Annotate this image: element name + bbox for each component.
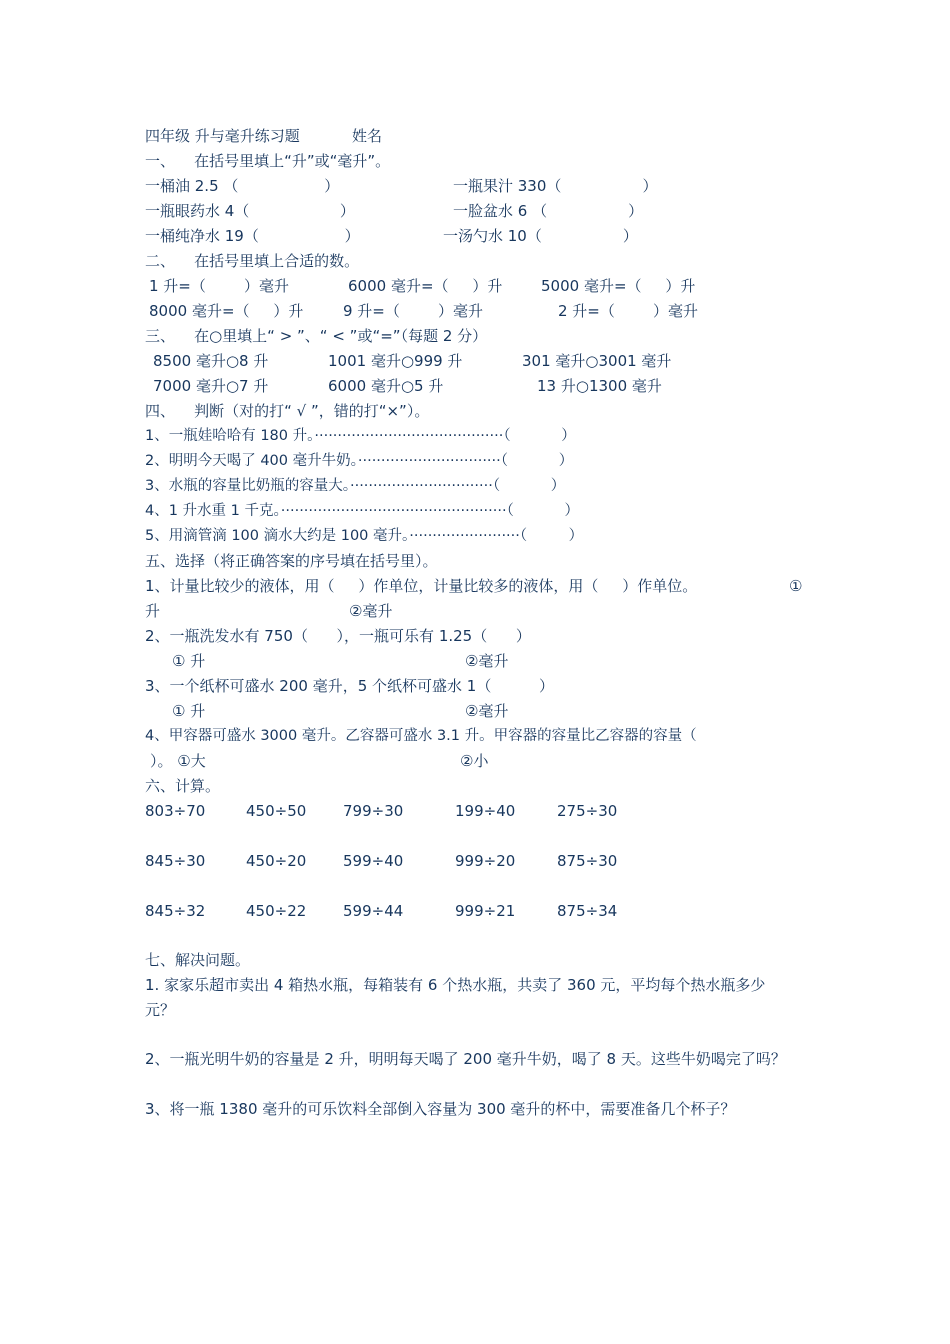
- s7-problem-3: 3、将一瓶 1380 毫升的可乐饮料全部倒入容量为 300 毫升的杯中，需要准备几个杯子？: [145, 1100, 736, 1118]
- s1-item-4: 一脸盆水 6 （ ）: [453, 202, 644, 220]
- s5-q1-option1-text: 升: [145, 602, 161, 620]
- s1-item-5: 一桶纯净水 19（ ）: [145, 227, 360, 245]
- s3-item-3: 301 毫升○3001 毫升: [522, 352, 672, 370]
- s2-item-3: 5000 毫升=（ ）升: [541, 277, 696, 295]
- s1-item-3: 一瓶眼药水 4（ ）: [145, 202, 355, 220]
- calc-item: 199÷40: [455, 802, 516, 820]
- calc-item: 875÷34: [557, 902, 618, 920]
- s4-item-5: 5、用滴管滴 100 滴水大约是 100 毫升。························（ ）: [145, 528, 584, 544]
- s5-q1-option1-mark: ①: [789, 577, 803, 595]
- worksheet-title: 四年级 升与毫升练习题: [145, 127, 300, 145]
- section-5-heading: 五、选择（将正确答案的序号填在括号里）。: [145, 552, 438, 570]
- calc-item: 599÷44: [343, 902, 404, 920]
- s1-item-2: 一瓶果汁 330（ ）: [453, 177, 658, 195]
- s2-item-1: 1 升=（ ）毫升: [149, 277, 290, 295]
- calc-item: 450÷22: [246, 902, 307, 920]
- s5-q3-option1: ① 升: [172, 702, 206, 720]
- s3-item-5: 6000 毫升○5 升: [328, 377, 444, 395]
- s4-item-4: 4、1 升水重 1 千克。·················································（ ）: [145, 503, 580, 519]
- s5-q4-option2: ②小: [460, 752, 489, 770]
- s4-item-2: 2、明明今天喝了 400 毫升牛奶。·······························（ ）: [145, 453, 574, 469]
- calc-item: 875÷30: [557, 852, 618, 870]
- s5-q2: 2、一瓶洗发水有 750（ ），一瓶可乐有 1.25（ ）: [145, 627, 531, 645]
- calc-item: 845÷30: [145, 852, 206, 870]
- s5-q4: 4、甲容器可盛水 3000 毫升。乙容器可盛水 3.1 升。甲容器的容量比乙容器的容量（: [145, 728, 697, 744]
- s5-q3-option2: ②毫升: [465, 702, 509, 720]
- s5-q4-option1: ）。 ①大: [150, 752, 206, 770]
- s5-q1-option2: ②毫升: [349, 602, 393, 620]
- calc-item: 450÷50: [246, 802, 307, 820]
- calc-item: 845÷32: [145, 902, 206, 920]
- s4-item-3: 3、水瓶的容量比奶瓶的容量大。·······························（ ）: [145, 478, 566, 494]
- s1-item-6: 一汤勺水 10（ ）: [443, 227, 638, 245]
- s3-item-1: 8500 毫升○8 升: [153, 352, 269, 370]
- calc-item: 599÷40: [343, 852, 404, 870]
- calc-item: 799÷30: [343, 802, 404, 820]
- s4-item-1: 1、一瓶娃哈哈有 180 升。·········································（ ）: [145, 428, 576, 444]
- s2-item-2: 6000 毫升=（ ）升: [348, 277, 503, 295]
- s7-problem-1-line-2: 元？: [145, 1001, 176, 1019]
- name-label: 姓名: [352, 127, 383, 145]
- s2-item-4: 8000 毫升=（ ）升: [149, 302, 304, 320]
- s3-item-4: 7000 毫升○7 升: [153, 377, 269, 395]
- calc-item: 999÷21: [455, 902, 516, 920]
- calc-item: 450÷20: [246, 852, 307, 870]
- s3-item-2: 1001 毫升○999 升: [328, 352, 463, 370]
- section-6-heading: 六、计算。: [145, 777, 221, 795]
- s5-q2-option2: ②毫升: [465, 652, 509, 670]
- s2-item-6: 2 升=（ ）毫升: [558, 302, 699, 320]
- section-1-heading: 一、 在括号里填上“升”或“毫升”。: [145, 152, 391, 170]
- s5-q2-option1: ① 升: [172, 652, 206, 670]
- s5-q1: 1、计量比较少的液体，用（ ）作单位，计量比较多的液体，用（ ）作单位。: [145, 577, 698, 595]
- s7-problem-1-line-1: 1. 家家乐超市卖出 4 箱热水瓶，每箱装有 6 个热水瓶，共卖了 360 元，平均每个热水瓶多少: [145, 976, 766, 994]
- section-2-heading: 二、 在括号里填上合适的数。: [145, 252, 360, 270]
- section-7-heading: 七、解决问题。: [145, 951, 251, 969]
- s2-item-5: 9 升=（ ）毫升: [343, 302, 484, 320]
- calc-item: 999÷20: [455, 852, 516, 870]
- s7-problem-2: 2、一瓶光明牛奶的容量是 2 升，明明每天喝了 200 毫升牛奶，喝了 8 天。这些牛奶喝完了吗？: [145, 1050, 786, 1068]
- s5-q3: 3、一个纸杯可盛水 200 毫升，5 个纸杯可盛水 1（ ）: [145, 677, 555, 695]
- calc-item: 803÷70: [145, 802, 206, 820]
- s3-item-6: 13 升○1300 毫升: [537, 377, 662, 395]
- calc-item: 275÷30: [557, 802, 618, 820]
- section-4-heading: 四、 判断（对的打“ √ ”，错的打“×”）。: [145, 402, 430, 420]
- s1-item-1: 一桶油 2.5 （ ）: [145, 177, 340, 195]
- section-3-heading: 三、 在○里填上“ > ”、“ < ”或“=”（每题 2 分）: [145, 327, 488, 345]
